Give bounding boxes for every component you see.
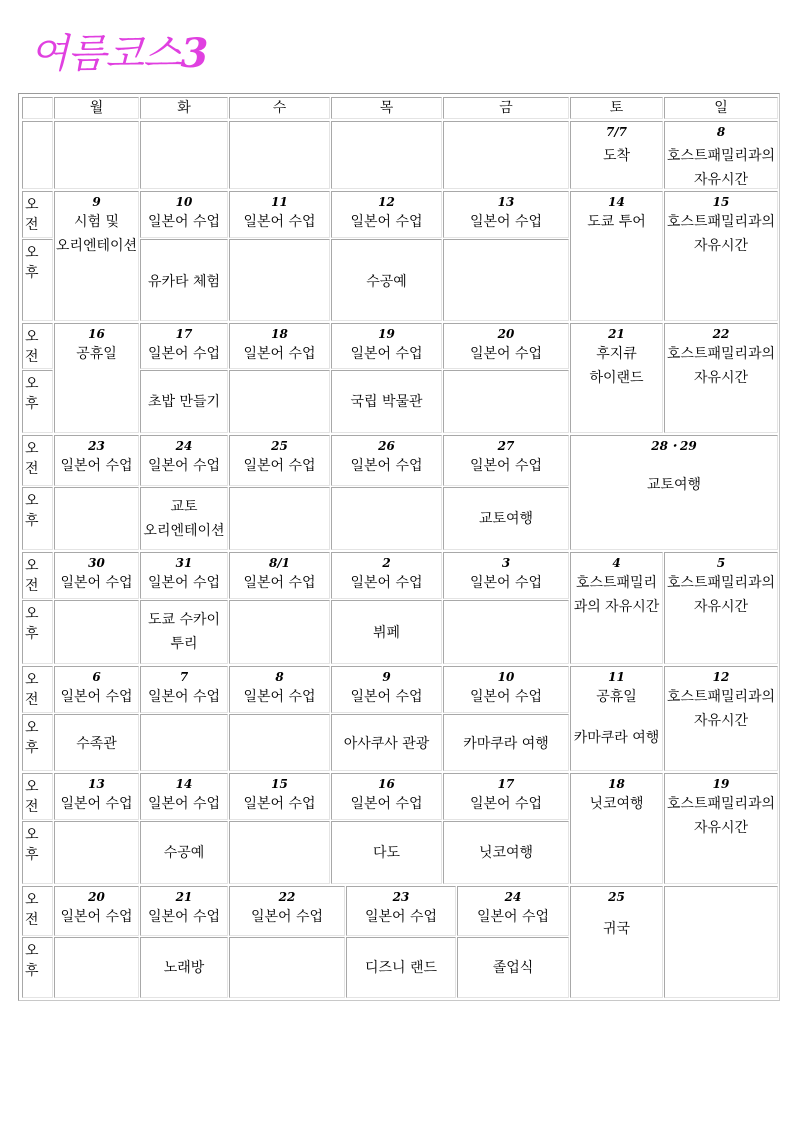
- date-label: 21: [175, 890, 193, 904]
- week1-period-blank: [22, 121, 53, 189]
- event-text: 닛코여행: [589, 796, 644, 812]
- week5-sun: [664, 552, 778, 664]
- week6-mon-am: [54, 666, 139, 713]
- week8-fri-pm: [457, 937, 569, 998]
- week2-tue-am: [140, 191, 228, 238]
- week8-thu-am: [346, 886, 456, 936]
- event-text: 일본어 수업: [350, 689, 423, 705]
- event-text: 수공예: [163, 845, 205, 861]
- week4-tue-am: [140, 435, 228, 486]
- event-text: 일본어 수업: [243, 458, 316, 474]
- date-label: 13: [88, 777, 105, 791]
- week6-mon-pm: [54, 714, 139, 771]
- date-label: 13: [497, 195, 515, 209]
- week7-fri-pm: [443, 821, 569, 884]
- date-label: 14: [175, 777, 193, 791]
- event-text: 일본어 수업: [147, 689, 221, 705]
- date-label: 25: [271, 439, 288, 453]
- header-day-sat: 토: [570, 97, 663, 119]
- event-text: 일본어 수업: [350, 796, 423, 812]
- week3-fri-am: [443, 323, 569, 369]
- week4-period-pm: 오후: [22, 487, 53, 550]
- date-label: 30: [88, 556, 105, 570]
- week6-wed-am: [229, 666, 330, 713]
- week8-wed-am: [229, 886, 345, 936]
- week3-sun: [664, 323, 778, 433]
- date-label: 7/7: [605, 125, 628, 139]
- event-text: 닛코여행: [478, 845, 534, 861]
- week7-thu-pm: [331, 821, 442, 884]
- week3-thu-am: [331, 323, 442, 369]
- week3-fri-pm: [443, 370, 569, 433]
- week2-thu-pm: [331, 239, 442, 321]
- date-label: 14: [608, 195, 625, 209]
- week1-thu: [331, 121, 442, 189]
- week6-period-am: 오전: [22, 666, 53, 713]
- week2-wed-pm: [229, 239, 330, 321]
- week5-tue-am: [140, 552, 228, 599]
- event-text: 유카타 체험: [147, 274, 221, 290]
- week3-sat: [570, 323, 663, 433]
- week2-mon: [54, 191, 139, 321]
- date-label: 22: [278, 890, 296, 904]
- week6-period-pm: 오후: [22, 714, 53, 771]
- week8-period-pm: 오후: [22, 937, 53, 998]
- event-text: 일본어 수업: [469, 458, 543, 474]
- week6-tue-pm: [140, 714, 228, 771]
- week7-wed-pm: [229, 821, 330, 884]
- date-label: 17: [175, 327, 193, 341]
- week3-tue-pm: [140, 370, 228, 433]
- event-text: 호스트패밀리과의: [666, 689, 776, 705]
- date-label: 12: [712, 670, 730, 684]
- event-text: 투리: [170, 636, 198, 652]
- week4-mon-pm: [54, 487, 139, 550]
- week3-wed-pm: [229, 370, 330, 433]
- event-text: 과의 자유시간: [573, 599, 660, 615]
- date-label: 10: [497, 670, 515, 684]
- week7-tue-pm: [140, 821, 228, 884]
- date-label: 19: [378, 327, 395, 341]
- week4-fri-am: [443, 435, 569, 486]
- week5-fri-am: [443, 552, 569, 599]
- week4-thu-pm: [331, 487, 442, 550]
- date-label: 27: [497, 439, 515, 453]
- week5-mon-pm: [54, 600, 139, 664]
- event-text: 일본어 수업: [476, 909, 550, 925]
- date-label: 18: [608, 777, 625, 791]
- event-text: 일본어 수업: [469, 346, 543, 362]
- date-label: 4: [612, 556, 621, 570]
- week6-fri-pm: [443, 714, 569, 771]
- week2-sat: [570, 191, 663, 321]
- date-label: 22: [712, 327, 730, 341]
- week6-thu-am: [331, 666, 442, 713]
- header-day-mon: 월: [54, 97, 139, 119]
- date-label: 21: [608, 327, 625, 341]
- date-label: 26: [378, 439, 395, 453]
- date-label: 8: [275, 670, 284, 684]
- event-text: 일본어 수업: [147, 796, 221, 812]
- date-label: 20: [88, 890, 105, 904]
- date-label: 11: [608, 670, 625, 684]
- date-label: 31: [175, 556, 193, 570]
- event-text: 일본어 수업: [60, 689, 133, 705]
- event-text: 호스트패밀리과의: [666, 346, 776, 362]
- event-text: 호스트패밀리과의: [666, 796, 776, 812]
- event-text: 일본어 수업: [350, 214, 423, 230]
- event-text: 일본어 수업: [350, 346, 423, 362]
- week4-tue-pm: [140, 487, 228, 550]
- event-text: 오리엔테이션: [143, 523, 225, 539]
- event-text: 일본어 수업: [243, 575, 316, 591]
- week2-tue-pm: [140, 239, 228, 321]
- week7-sat: [570, 773, 663, 884]
- event-text: 자유시간: [693, 172, 749, 188]
- event-text: 자유시간: [693, 238, 749, 254]
- week3-period-am: 오전: [22, 323, 53, 369]
- week4-wed-pm: [229, 487, 330, 550]
- week7-mon-pm: [54, 821, 139, 884]
- week6-sat: [570, 666, 663, 771]
- event-text: 일본어 수업: [243, 346, 316, 362]
- week4-wed-am: [229, 435, 330, 486]
- week6-fri-am: [443, 666, 569, 713]
- week2-fri-am: [443, 191, 569, 238]
- event-text: 일본어 수업: [147, 909, 221, 925]
- header-day-sun: 일: [664, 97, 778, 119]
- date-label: 12: [378, 195, 395, 209]
- week2-period-pm: 오후: [22, 239, 53, 321]
- week2-period-am: 오전: [22, 191, 53, 238]
- date-label: 8/1: [268, 556, 291, 570]
- week3-wed-am: [229, 323, 330, 369]
- header-corner: [22, 97, 53, 119]
- header-day-tue: 화: [140, 97, 228, 119]
- event-text: 공휴일: [76, 346, 117, 362]
- event-text: 일본어 수업: [243, 689, 316, 705]
- week5-sat: [570, 552, 663, 664]
- header-day-wed: 수: [229, 97, 330, 119]
- week8-wed-pm: [229, 937, 345, 998]
- week8-tue-pm: [140, 937, 228, 998]
- event-text: 자유시간: [693, 820, 749, 836]
- week5-thu-am: [331, 552, 442, 599]
- week7-period-pm: 오후: [22, 821, 53, 884]
- date-label: 5: [716, 556, 726, 570]
- event-text: 일본어 수업: [243, 214, 316, 230]
- week8-period-am: 오전: [22, 886, 53, 936]
- week5-wed-am: [229, 552, 330, 599]
- event-text: 일본어 수업: [350, 458, 423, 474]
- date-label: 24: [175, 439, 193, 453]
- date-label: 11: [271, 195, 288, 209]
- event-text: 일본어 수업: [147, 214, 221, 230]
- week1-mon: [54, 121, 139, 189]
- event-text: 일본어 수업: [250, 909, 324, 925]
- event-text: 일본어 수업: [147, 458, 221, 474]
- week3-tue-am: [140, 323, 228, 369]
- week4-weekend: [570, 435, 778, 550]
- date-label: 16: [88, 327, 105, 341]
- week1-sun: [664, 121, 778, 189]
- week4-fri-pm: [443, 487, 569, 550]
- title-number: 3: [180, 30, 208, 77]
- event-text: 카마쿠라 여행: [573, 730, 660, 746]
- page-title: [30, 22, 207, 79]
- title-text: 여름코스: [30, 31, 181, 77]
- week3-period-pm: 오후: [22, 370, 53, 433]
- week7-mon-am: [54, 773, 139, 820]
- header-day-fri: 금: [443, 97, 569, 119]
- date-label: 9: [382, 670, 391, 684]
- week6-thu-pm: [331, 714, 442, 771]
- event-text: 일본어 수업: [243, 796, 316, 812]
- date-label: 18: [271, 327, 288, 341]
- date-label: 16: [378, 777, 395, 791]
- event-text: 귀국: [602, 921, 631, 937]
- week8-mon-am: [54, 886, 139, 936]
- event-text: 호스트패밀리: [575, 575, 658, 591]
- week5-wed-pm: [229, 600, 330, 664]
- event-text: 아사쿠사 관광: [343, 736, 430, 752]
- date-label: 17: [497, 777, 515, 791]
- week3-mon: [54, 323, 139, 433]
- week4-thu-am: [331, 435, 442, 486]
- event-text: 다도: [372, 845, 401, 861]
- week2-fri-pm: [443, 239, 569, 321]
- week5-tue-pm: [140, 600, 228, 664]
- event-text: 자유시간: [693, 713, 749, 729]
- date-label: 28・29: [651, 439, 697, 453]
- date-label: 7: [179, 670, 189, 684]
- event-text: 초밥 만들기: [147, 394, 221, 410]
- week6-tue-am: [140, 666, 228, 713]
- date-label: 10: [175, 195, 193, 209]
- event-text: 자유시간: [693, 370, 749, 386]
- week8-thu-pm: [346, 937, 456, 998]
- event-text: 교토여행: [478, 511, 534, 527]
- week1-fri: [443, 121, 569, 189]
- date-label: 15: [271, 777, 288, 791]
- date-label: 23: [392, 890, 410, 904]
- week8-tue-am: [140, 886, 228, 936]
- event-text: 일본어 수업: [350, 575, 423, 591]
- event-text: 일본어 수업: [469, 214, 543, 230]
- event-text: 수족관: [76, 736, 117, 752]
- date-label: 9: [92, 195, 101, 209]
- week6-sun: [664, 666, 778, 771]
- week8-sat: [570, 886, 663, 998]
- event-text: 호스트패밀리과의: [666, 148, 776, 164]
- date-label: 2: [382, 556, 391, 570]
- event-text: 일본어 수업: [60, 909, 133, 925]
- event-text: 자유시간: [693, 599, 749, 615]
- header-day-thu: 목: [331, 97, 442, 119]
- week5-fri-pm: [443, 600, 569, 664]
- event-text: 호스트패밀리과의: [666, 214, 776, 230]
- event-text: 수공예: [366, 274, 407, 290]
- event-text: 교토: [170, 499, 198, 515]
- event-text: 도쿄 투어: [587, 214, 646, 230]
- week6-wed-pm: [229, 714, 330, 771]
- event-text: 일본어 수업: [364, 909, 438, 925]
- date-label: 20: [497, 327, 515, 341]
- week4-period-am: 오전: [22, 435, 53, 486]
- date-label: 6: [92, 670, 101, 684]
- event-text: 일본어 수업: [60, 796, 133, 812]
- event-text: 카마쿠라 여행: [463, 736, 549, 752]
- event-text: 오리엔테이션: [55, 238, 138, 254]
- event-text: 디즈니 랜드: [364, 960, 438, 976]
- date-label: 19: [712, 777, 730, 791]
- event-text: 후지큐: [596, 346, 637, 362]
- week1-tue: [140, 121, 228, 189]
- week1-sat: [570, 121, 663, 189]
- week8-mon-pm: [54, 937, 139, 998]
- week5-thu-pm: [331, 600, 442, 664]
- event-text: 노래방: [163, 960, 205, 976]
- week8-sun: [664, 886, 778, 998]
- event-text: 일본어 수업: [60, 458, 133, 474]
- week4-mon-am: [54, 435, 139, 486]
- date-label: 3: [501, 556, 511, 570]
- date-label: 24: [504, 890, 522, 904]
- event-text: 일본어 수업: [469, 575, 543, 591]
- week2-sun: [664, 191, 778, 321]
- schedule-table: [18, 93, 780, 1001]
- week7-wed-am: [229, 773, 330, 820]
- event-text: 공휴일: [596, 689, 637, 705]
- event-text: 도착: [602, 148, 631, 164]
- week7-sun: [664, 773, 778, 884]
- date-label: 25: [608, 890, 625, 904]
- week7-thu-am: [331, 773, 442, 820]
- week5-period-pm: 오후: [22, 600, 53, 664]
- week1-wed: [229, 121, 330, 189]
- week7-period-am: 오전: [22, 773, 53, 820]
- event-text: 일본어 수업: [469, 689, 543, 705]
- week2-thu-am: [331, 191, 442, 238]
- event-text: 졸업식: [492, 960, 534, 976]
- week5-period-am: 오전: [22, 552, 53, 599]
- week2-wed-am: [229, 191, 330, 238]
- week8-fri-am: [457, 886, 569, 936]
- event-text: 일본어 수업: [147, 346, 221, 362]
- date-label: 15: [712, 195, 730, 209]
- event-text: 도쿄 수카이: [147, 612, 221, 628]
- event-text: 호스트패밀리과의: [666, 575, 776, 591]
- event-text: 일본어 수업: [469, 796, 543, 812]
- event-text: 교토여행: [646, 477, 702, 493]
- week7-tue-am: [140, 773, 228, 820]
- date-label: 8: [716, 125, 726, 139]
- week7-fri-am: [443, 773, 569, 820]
- event-text: 뷔페: [372, 625, 401, 641]
- event-text: 국립 박물관: [350, 394, 423, 410]
- event-text: 일본어 수업: [147, 575, 221, 591]
- date-label: 23: [88, 439, 105, 453]
- event-text: 일본어 수업: [60, 575, 133, 591]
- week5-mon-am: [54, 552, 139, 599]
- event-text: 하이랜드: [589, 370, 644, 386]
- event-text: 시험 및: [73, 214, 120, 230]
- week3-thu-pm: [331, 370, 442, 433]
